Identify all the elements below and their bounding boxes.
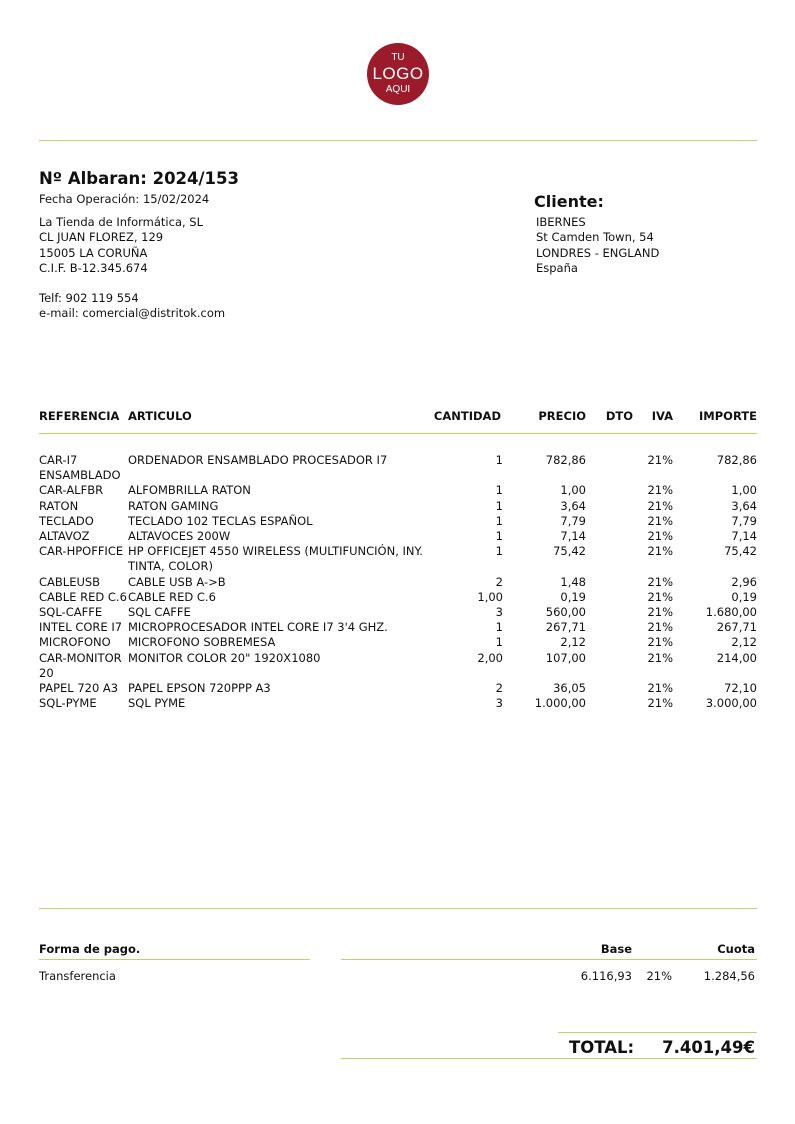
cell-importe: 75,42 xyxy=(724,544,757,559)
table-header-divider xyxy=(39,433,757,434)
cell-cant: 1 xyxy=(495,498,503,513)
cell-precio: 1,48 xyxy=(560,574,586,589)
table-row xyxy=(0,544,795,574)
cell-iva: 21% xyxy=(647,453,673,467)
table-row xyxy=(0,650,795,680)
client-city: LONDRES - ENGLAND xyxy=(536,245,660,260)
client-block xyxy=(536,215,659,276)
cell-art: SQL CAFFE xyxy=(128,605,191,619)
cell-ref: CABLEUSB xyxy=(39,574,101,589)
total-value: 7.401,49€ xyxy=(662,1038,755,1057)
table-row xyxy=(0,681,795,696)
cuota-heading: Cuota xyxy=(717,942,755,956)
table-row xyxy=(0,696,795,711)
col-header-iva: IVA xyxy=(651,409,673,423)
cell-art: HP OFFICEJET 4550 WIRELESS (MULTIFUNCIÓN, INY. xyxy=(128,544,423,559)
cell-precio: 7,79 xyxy=(560,513,586,528)
seller-cif: C.I.F. B-12.345.674 xyxy=(39,260,148,275)
cell-art: ORDENADOR ENSAMBLADO PROCESADOR I7 xyxy=(128,453,388,467)
cell-art: MICROPROCESADOR INTEL CORE I7 3'4 GHZ. xyxy=(128,620,388,635)
base-heading: Base xyxy=(600,942,632,956)
cuota-value: 1.284,56 xyxy=(703,969,755,983)
table-row xyxy=(0,575,795,590)
cell-cant: 1 xyxy=(495,483,503,498)
cell-importe: 2,12 xyxy=(731,635,757,650)
payment-heading: Forma de pago. xyxy=(39,942,141,956)
document-title: Nº Albaran: 2024/153 xyxy=(39,169,239,188)
cell-art: SQL PYME xyxy=(128,696,186,711)
cell-ref: CABLE RED C.6 xyxy=(39,589,127,604)
seller-address: CL JUAN FLOREZ, 129 xyxy=(39,230,164,245)
cell-art: RATON GAMING xyxy=(128,498,219,513)
cell-ref: ALTAVOZ xyxy=(39,529,90,543)
cell-importe: 3.000,00 xyxy=(705,696,757,711)
cell-cant: 1 xyxy=(495,635,503,650)
cell-iva: 21% xyxy=(647,635,673,650)
logo-line-2: LOGO xyxy=(372,64,424,83)
cell-iva: 21% xyxy=(647,513,673,528)
base-value: 6.116,93 xyxy=(580,969,632,983)
cell-art: MONITOR COLOR 20" 1920X1080 xyxy=(128,650,321,665)
cell-iva: 21% xyxy=(647,498,673,513)
col-header-importe: IMPORTE xyxy=(699,409,757,423)
seller-name: La Tienda de Informática, SL xyxy=(39,215,204,229)
cell-cant: 1 xyxy=(495,529,503,543)
cell-cant: 3 xyxy=(495,696,503,711)
cell-ref: CAR-I7 xyxy=(39,453,78,467)
table-row xyxy=(0,529,795,544)
cell-ref: RATON xyxy=(39,498,79,513)
cell-iva: 21% xyxy=(647,650,673,665)
header-divider xyxy=(39,140,757,141)
cell-ref: CAR-ALFBR xyxy=(39,483,104,498)
col-header-art: ARTICULO xyxy=(128,409,192,423)
cell-iva: 21% xyxy=(647,483,673,498)
cell-importe: 1,00 xyxy=(731,483,757,498)
cell-cant: 1 xyxy=(495,513,503,528)
cell-art-continued: TINTA, COLOR) xyxy=(128,559,213,574)
cell-precio: 2,12 xyxy=(560,635,586,650)
cell-cant: 2 xyxy=(495,681,503,695)
col-header-dto: DTO xyxy=(605,409,633,423)
cell-precio: 7,14 xyxy=(560,529,586,543)
cell-cant: 1 xyxy=(495,453,503,467)
seller-phone: Telf: 902 119 554 xyxy=(39,291,139,305)
cell-cant: 1 xyxy=(495,544,503,559)
cell-ref: INTEL CORE I7 xyxy=(39,620,123,635)
client-name: IBERNES xyxy=(536,215,586,229)
cell-precio: 36,05 xyxy=(553,681,586,695)
table-row xyxy=(0,620,795,635)
operation-date: Fecha Operación: 15/02/2024 xyxy=(39,192,210,206)
table-header xyxy=(0,409,795,425)
tax-rate: 21% xyxy=(646,969,672,983)
table-row xyxy=(0,605,795,620)
cell-ref: TECLADO xyxy=(39,513,94,528)
cell-importe: 7,14 xyxy=(731,529,757,543)
client-heading: Cliente: xyxy=(534,192,604,211)
cell-precio: 1,00 xyxy=(560,483,586,498)
table-row xyxy=(0,453,795,483)
cell-iva: 21% xyxy=(647,696,673,711)
cell-ref: CAR-MONITOR xyxy=(39,650,122,665)
cell-art: ALTAVOCES 200W xyxy=(128,529,231,543)
cell-iva: 21% xyxy=(647,574,673,589)
cell-iva: 21% xyxy=(647,620,673,635)
company-logo xyxy=(367,43,429,105)
cell-precio: 75,42 xyxy=(553,544,586,559)
table-row xyxy=(0,499,795,514)
col-header-ref: REFERENCIA xyxy=(39,409,120,423)
cell-cant: 1 xyxy=(495,620,503,635)
col-header-cant: CANTIDAD xyxy=(433,409,501,423)
table-row xyxy=(0,635,795,650)
cell-precio: 782,86 xyxy=(545,453,586,467)
cell-cant: 1,00 xyxy=(477,589,503,604)
col-header-precio: PRECIO xyxy=(538,409,586,423)
cell-ref-continued: ENSAMBLADO xyxy=(39,468,121,483)
cell-precio: 560,00 xyxy=(545,605,586,619)
cell-importe: 0,19 xyxy=(731,589,757,604)
cell-importe: 2,96 xyxy=(731,574,757,589)
payment-underline xyxy=(39,959,310,960)
cell-precio: 107,00 xyxy=(545,650,586,665)
cell-cant: 2,00 xyxy=(477,650,503,665)
seller-block xyxy=(39,215,203,276)
tax-underline xyxy=(341,959,757,960)
cell-art: ALFOMBRILLA RATON xyxy=(128,483,251,498)
cell-iva: 21% xyxy=(647,544,673,559)
seller-email: e-mail: comercial@distritok.com xyxy=(39,306,226,321)
table-row xyxy=(0,483,795,498)
cell-importe: 72,10 xyxy=(724,681,757,695)
cell-precio: 1.000,00 xyxy=(534,696,586,711)
cell-importe: 7,79 xyxy=(731,513,757,528)
cell-ref: SQL-PYME xyxy=(39,696,97,711)
cell-ref: PAPEL 720 A3 xyxy=(39,681,119,695)
cell-importe: 1.680,00 xyxy=(705,605,757,619)
cell-precio: 3,64 xyxy=(560,498,586,513)
logo-line-1: TU xyxy=(391,52,405,63)
table-row xyxy=(0,514,795,529)
cell-importe: 3,64 xyxy=(731,498,757,513)
total-bottom-rule xyxy=(341,1058,757,1059)
cell-art: PAPEL EPSON 720PPP A3 xyxy=(128,681,271,695)
cell-ref: CAR-HPOFFICE xyxy=(39,544,124,559)
total-label: TOTAL: xyxy=(569,1038,635,1057)
cell-iva: 21% xyxy=(647,589,673,604)
cell-art: CABLE RED C.6 xyxy=(128,589,216,604)
cell-cant: 2 xyxy=(495,574,503,589)
cell-art: CABLE USB A->B xyxy=(128,574,226,589)
footer-divider xyxy=(39,908,757,909)
client-country: España xyxy=(536,260,578,275)
client-address: St Camden Town, 54 xyxy=(536,230,654,245)
cell-importe: 782,86 xyxy=(716,453,757,467)
cell-art: MICROFONO SOBREMESA xyxy=(128,635,276,650)
cell-art: TECLADO 102 TECLAS ESPAÑOL xyxy=(128,513,313,528)
cell-iva: 21% xyxy=(647,529,673,543)
cell-ref: MICROFONO xyxy=(39,635,111,650)
cell-importe: 214,00 xyxy=(716,650,757,665)
payment-method: Transferencia xyxy=(39,969,116,983)
table-row xyxy=(0,590,795,605)
cell-iva: 21% xyxy=(647,681,673,695)
total-top-rule xyxy=(558,1032,757,1033)
cell-precio: 267,71 xyxy=(545,620,586,635)
cell-cant: 3 xyxy=(495,605,503,619)
seller-city: 15005 LA CORUÑA xyxy=(39,245,148,260)
seller-contact xyxy=(39,291,225,322)
cell-ref: SQL-CAFFE xyxy=(39,605,103,619)
cell-precio: 0,19 xyxy=(560,589,586,604)
cell-importe: 267,71 xyxy=(716,620,757,635)
logo-line-3: AQUI xyxy=(385,84,411,95)
cell-ref-continued: 20 xyxy=(39,665,54,680)
cell-iva: 21% xyxy=(647,605,673,619)
